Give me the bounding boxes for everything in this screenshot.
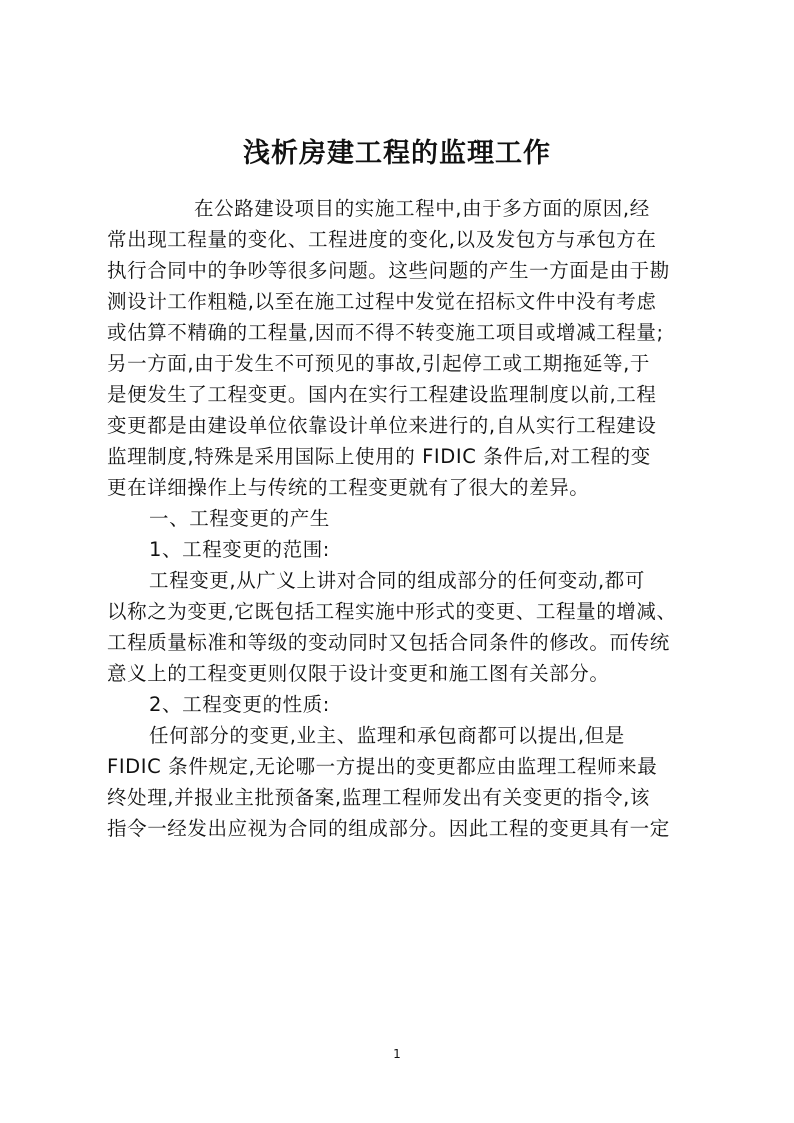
paragraph-line: 测设计工作粗糙,以至在施工过程中发觉在招标文件中没有考虑 — [107, 290, 657, 313]
paragraph-line: 变更都是由建设单位依靠设计单位来进行的,自从实行工程建设 — [107, 414, 657, 437]
paragraph-line: 更在详细操作上与传统的工程变更就有了很大的差异。 — [107, 476, 590, 499]
paragraph-line: 另一方面,由于发生不可预见的事故,引起停工或工期拖延等,于 — [107, 352, 650, 375]
paragraph-line: 指令一经发出应视为合同的组成部分。因此工程的变更具有一定 — [107, 817, 670, 840]
paragraph-line: 意义上的工程变更则仅限于设计变更和施工图有关部分。 — [107, 662, 610, 685]
subsection-heading: 1、工程变更的范围: — [149, 538, 330, 561]
paragraph-line: 监理制度,特殊是采用国际上使用的 FIDIC 条件后,对工程的变 — [107, 445, 651, 468]
document-body — [107, 193, 697, 844]
paragraph-line: 以称之为变更,它既包括工程实施中形式的变更、工程量的增减、 — [107, 600, 677, 623]
paragraph-line: 工程质量标准和等级的变动同时又包括合同条件的修改。而传统 — [107, 631, 670, 654]
subsection-heading: 2、工程变更的性质: — [149, 693, 330, 716]
page-number: 1 — [393, 1047, 401, 1061]
paragraph-line: 常出现工程量的变化、工程进度的变化,以及发包方与承包方在 — [107, 228, 657, 251]
paragraph-line: 或估算不精确的工程量,因而不得不转变施工项目或增减工程量; — [107, 321, 664, 344]
paragraph-line: FIDIC 条件规定,无论哪一方提出的变更都应由监理工程师来最 — [107, 755, 658, 778]
paragraph-line: 终处理,并报业主批预备案,监理工程师发出有关变更的指令,该 — [107, 786, 650, 809]
paragraph-line: 在公路建设项目的实施工程中,由于多方面的原因,经 — [194, 197, 650, 220]
section-heading: 一、工程变更的产生 — [149, 507, 330, 530]
document-title: 浅析房建工程的监理工作 — [243, 138, 551, 169]
paragraph-line: 工程变更,从广义上讲对合同的组成部分的任何变动,都可 — [149, 569, 645, 592]
paragraph-line: 是便发生了工程变更。国内在实行工程建设监理制度以前,工程 — [107, 383, 657, 406]
paragraph-line: 执行合同中的争吵等很多问题。这些问题的产生一方面是由于勘 — [107, 259, 670, 282]
paragraph-line: 任何部分的变更,业主、监理和承包商都可以提出,但是 — [149, 724, 625, 747]
